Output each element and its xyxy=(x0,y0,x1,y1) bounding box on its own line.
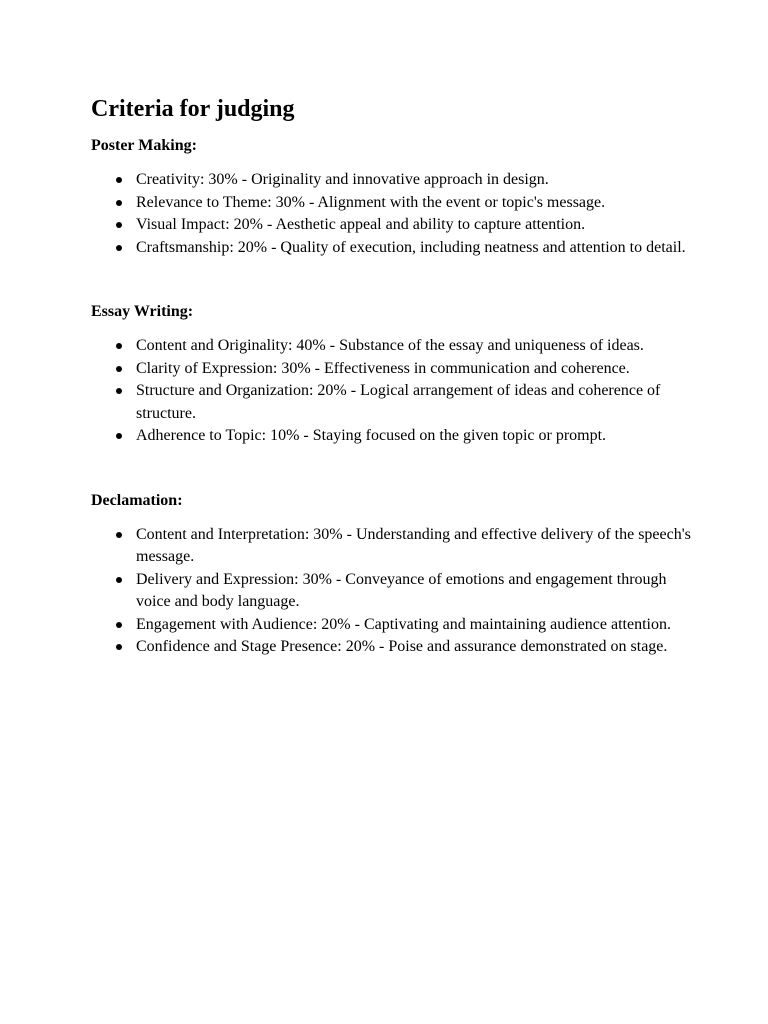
list-item: Clarity of Expression: 30% - Effectiveness in communication and coherence. xyxy=(136,358,691,381)
list-item: Visual Impact: 20% - Aesthetic appeal and ability to capture attention. xyxy=(136,214,691,237)
section-heading: Essay Writing: xyxy=(91,303,194,320)
list-item: Adherence to Topic: 10% - Staying focused on the given topic or prompt. xyxy=(136,425,691,448)
list-item: Creativity: 30% - Originality and innovative approach in design. xyxy=(136,169,691,192)
page-title: Criteria for judging xyxy=(91,96,295,122)
section-heading: Poster Making: xyxy=(91,137,197,154)
section-declamation xyxy=(91,490,691,659)
section-essay-writing xyxy=(91,301,691,448)
section-heading: Declamation: xyxy=(91,491,183,509)
list-item: Delivery and Expression: 30% - Conveyance of emotions and engagement through voice and body language. xyxy=(136,569,691,614)
list-item: Structure and Organization: 20% - Logical arrangement of ideas and coherence of structure. xyxy=(136,380,691,425)
list-item: Engagement with Audience: 20% - Captivating and maintaining audience attention. xyxy=(136,614,691,637)
list-item: Relevance to Theme: 30% - Alignment with the event or topic's message. xyxy=(136,192,691,215)
list-item: Content and Interpretation: 30% - Understanding and effective delivery of the speech's message. xyxy=(136,524,691,569)
list-item: Craftsmanship: 20% - Quality of execution, including neatness and attention to detail. xyxy=(136,237,691,260)
list-item: Content and Originality: 40% - Substance of the essay and uniqueness of ideas. xyxy=(136,335,691,358)
criteria-list xyxy=(91,169,691,259)
document-page xyxy=(91,93,691,659)
section-poster-making xyxy=(91,135,691,259)
list-item: Confidence and Stage Presence: 20% - Poise and assurance demonstrated on stage. xyxy=(136,636,691,659)
criteria-list xyxy=(91,524,691,659)
criteria-list xyxy=(91,335,691,448)
